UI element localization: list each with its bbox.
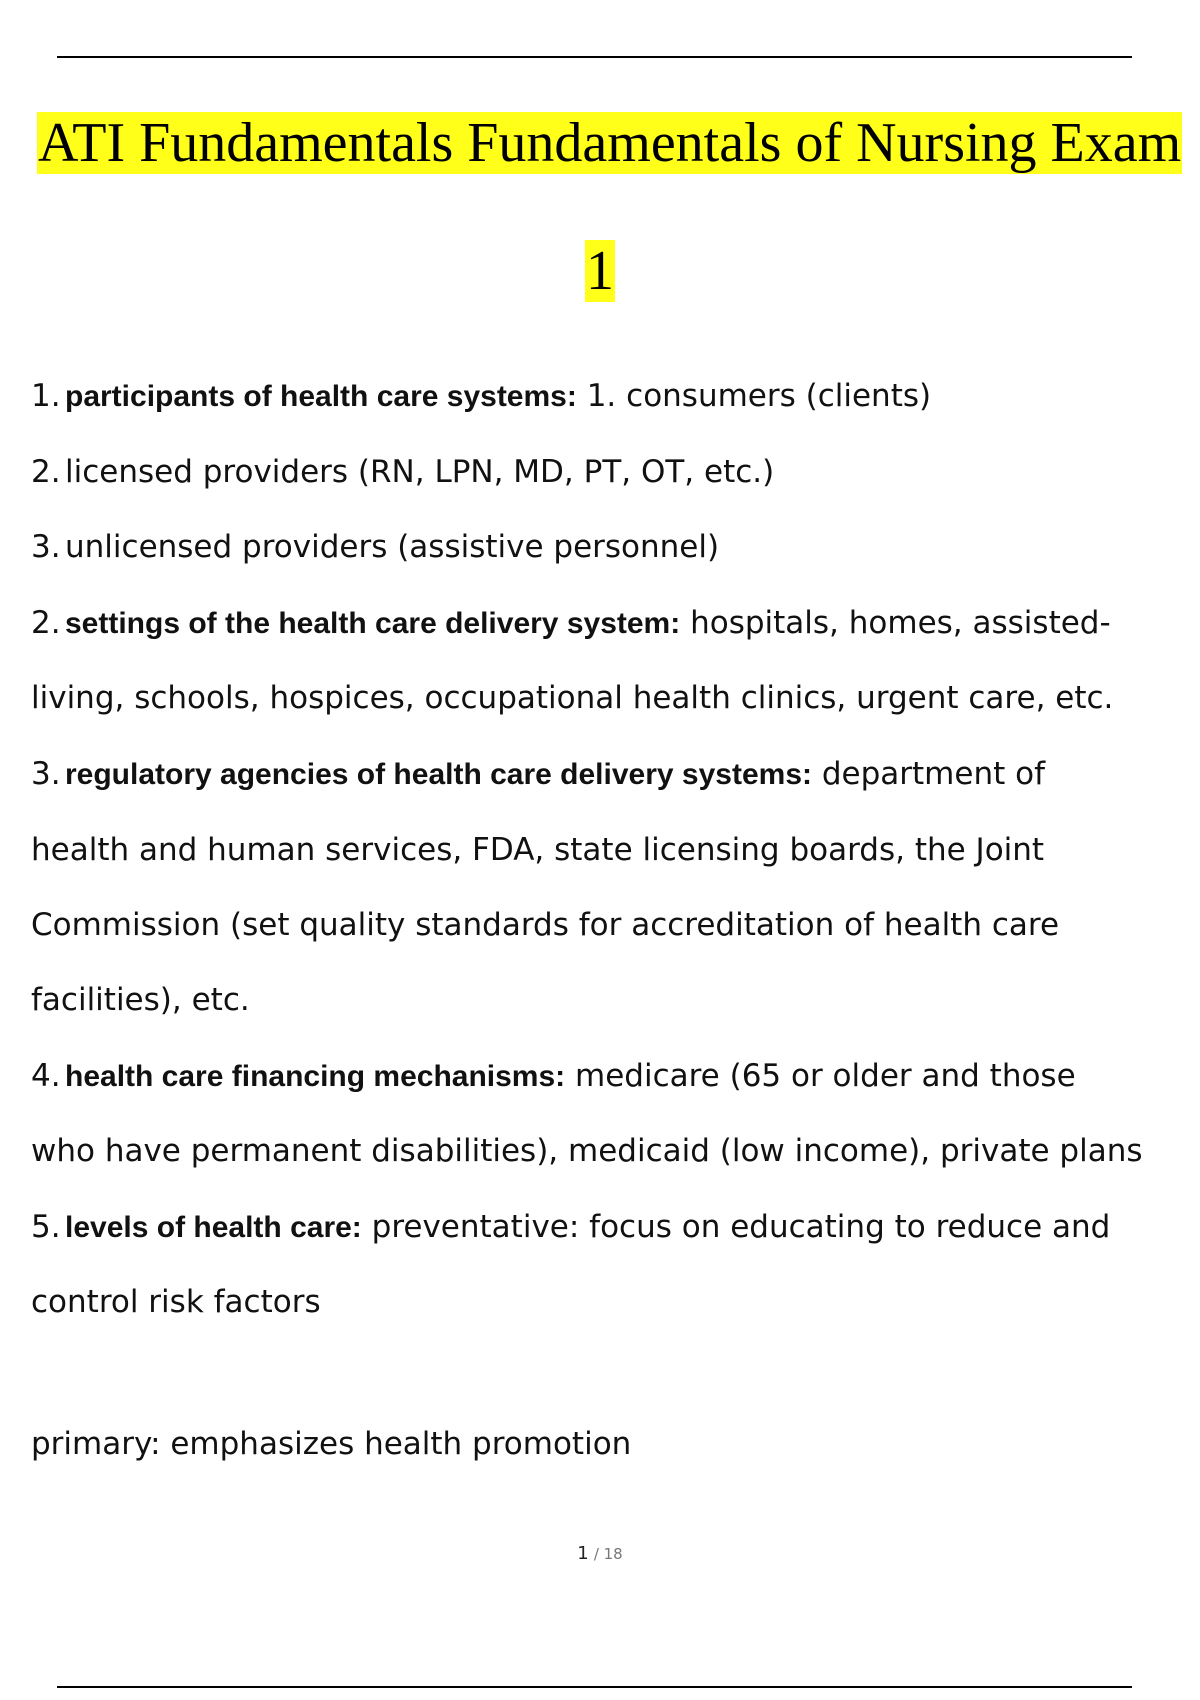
item-text: health and human services, FDA, state licensing boards, the Joint <box>31 832 1045 868</box>
item-term: participants of health care systems: <box>65 380 577 413</box>
top-rule <box>57 56 1132 58</box>
item-text: department of <box>812 756 1045 792</box>
item-number: 1. <box>31 378 61 414</box>
total-pages: / 18 <box>593 1545 623 1563</box>
item-term: health care financing mechanisms: <box>65 1060 566 1093</box>
document-title-number <box>0 238 1200 304</box>
bottom-rule <box>57 1686 1132 1688</box>
document-title <box>37 110 1182 176</box>
item-text: facilities), etc. <box>31 982 250 1018</box>
list-item-continuation <box>31 680 1113 716</box>
list-item <box>31 454 774 490</box>
list-item-continuation <box>31 832 1044 868</box>
list-item <box>31 529 719 565</box>
list-item <box>31 605 1111 641</box>
item-text: who have permanent disabilities), medicaid (low income), private plans <box>31 1133 1143 1169</box>
list-item-continuation <box>31 982 250 1018</box>
item-text: primary: emphasizes health promotion <box>31 1426 632 1462</box>
item-text: living, schools, hospices, occupational health clinics, urgent care, etc. <box>31 680 1114 716</box>
title-line-2: 1 <box>586 240 614 302</box>
item-text: control risk factors <box>31 1284 321 1320</box>
item-text: 1. consumers (clients) <box>576 378 932 414</box>
current-page: 1 <box>577 1543 589 1564</box>
item-number: 4. <box>31 1058 61 1094</box>
item-number: 3. <box>31 529 61 565</box>
list-item-continuation <box>31 1426 631 1462</box>
item-text: medicare (65 or older and those <box>565 1058 1076 1094</box>
item-text: licensed providers (RN, LPN, MD, PT, OT, etc.) <box>65 454 775 490</box>
item-number: 2. <box>31 605 61 641</box>
list-item <box>31 1058 1076 1094</box>
item-term: levels of health care: <box>65 1211 362 1244</box>
list-item <box>31 1209 1110 1245</box>
item-number: 3. <box>31 756 61 792</box>
item-term: regulatory agencies of health care delivery systems: <box>65 758 812 791</box>
item-text: preventative: focus on educating to reduce and <box>361 1209 1111 1245</box>
page-number <box>0 1543 1200 1564</box>
item-term: settings of the health care delivery system: <box>65 607 681 640</box>
list-item <box>31 756 1045 792</box>
item-number: 2. <box>31 454 61 490</box>
title-line-1: ATI Fundamentals Fundamentals of Nursing Exam <box>38 112 1182 174</box>
item-text: Commission (set quality standards for accreditation of health care <box>31 907 1060 943</box>
list-item-continuation <box>31 1133 1143 1169</box>
item-text: hospitals, homes, assisted- <box>680 605 1111 641</box>
item-number: 5. <box>31 1209 61 1245</box>
list-item-continuation <box>31 907 1059 943</box>
item-text: unlicensed providers (assistive personnel) <box>65 529 720 565</box>
list-item <box>31 378 931 414</box>
list-item-continuation <box>31 1284 321 1320</box>
